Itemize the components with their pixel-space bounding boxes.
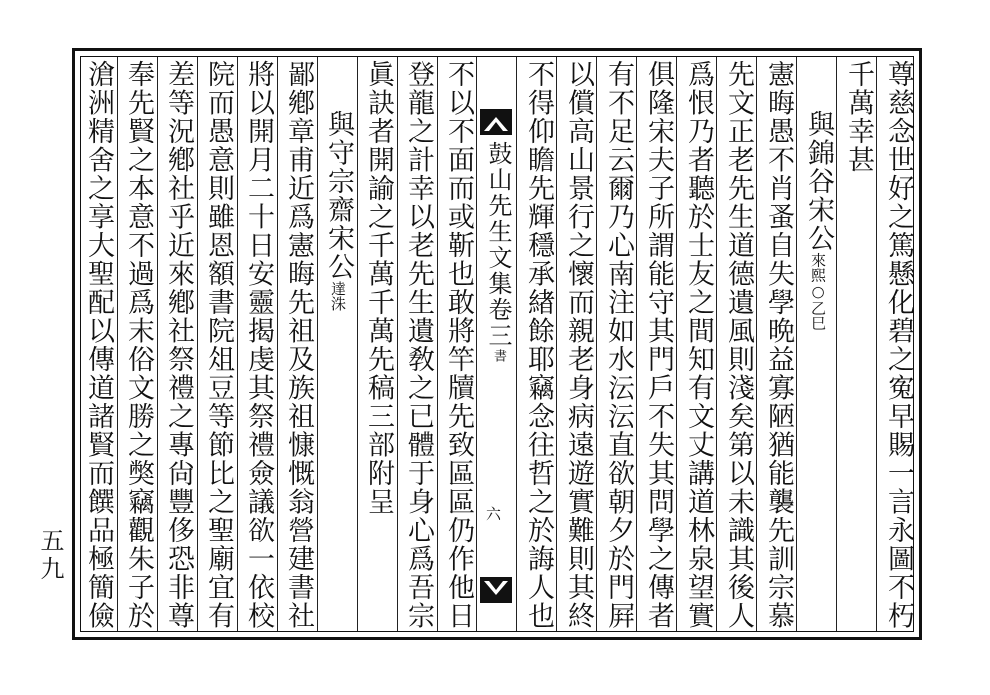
- page-number: 五九: [36, 528, 64, 584]
- leaf-number: 六: [486, 505, 502, 523]
- text-column: 有不足云爾乃心南注如水沄沄直欲朝夕於門屛: [603, 60, 634, 630]
- heading-title: 與錦谷宋公: [803, 110, 834, 253]
- text-column: 滄洲精舍之享大聖配以傳道諸賢而饌品極簡儉: [83, 60, 114, 630]
- text-column: 鄙鄕章甫近爲憲晦先祖及族祖慷慨翁營建書社: [283, 60, 314, 630]
- text-column: 先文正老先生道德遺風則淺矣第以未識其後人: [723, 60, 754, 630]
- text-column: 不以不面而或靳也敢將竿牘先致區區仍作他日: [443, 60, 474, 630]
- text-column: 以償高山景行之懷而親老身病遠遊實難則其終: [563, 60, 594, 630]
- text-column: 不得仰瞻先輝穩承緖餘耶竊念往哲之於誨人也: [523, 60, 554, 630]
- text-column: 憲晦愚不肖蚤自失學晩益寡陋猶能襲先訓宗慕: [763, 60, 794, 630]
- text-column: 將以開月二十日安靈揭虔其祭禮僉議欲一依校: [243, 60, 274, 630]
- column-rule: [516, 57, 517, 631]
- text-column: 差等況鄕社乎近來鄕社祭禮之專尙豐侈恐非尊: [163, 60, 194, 630]
- center-title: [476, 141, 516, 441]
- section-heading: [318, 110, 358, 680]
- text-column: 奉先賢之本意不過爲末俗文勝之獘竊觀朱子於: [123, 60, 154, 630]
- heading-title: 與守宗齋宋公: [323, 110, 354, 281]
- section-heading: [798, 110, 838, 680]
- text-column: 登龍之計幸以老先生遺敎之已體于身心爲吾宗: [403, 60, 434, 630]
- text-column: 俱隆宋夫子所謂能守其門戶不失其問學之傳者: [643, 60, 674, 630]
- text-column: 院而愚意則雖恩額書院俎豆等節比之聖廟宜有: [203, 60, 234, 630]
- text-column: 爲恨乃者聽於士友之間知有文丈講道林泉望實: [683, 60, 714, 630]
- text-column: 眞訣者開諭之千萬千萬先稿三部附呈: [363, 60, 394, 516]
- fish-tail-top-icon: [480, 109, 512, 135]
- heading-note: 來熙○乙巳: [809, 252, 827, 331]
- heading-note: 達洙: [329, 281, 347, 311]
- text-column: 千萬幸甚: [843, 60, 874, 174]
- text-column: 尊慈念世好之篤懸化碧之寃早賜一言永圖不朽: [883, 60, 914, 630]
- book-title: 鼓山先生文集卷三: [484, 141, 512, 349]
- fish-tail-bottom-icon: [480, 577, 512, 603]
- book-section: 書: [491, 349, 506, 364]
- center-fold: [476, 57, 516, 631]
